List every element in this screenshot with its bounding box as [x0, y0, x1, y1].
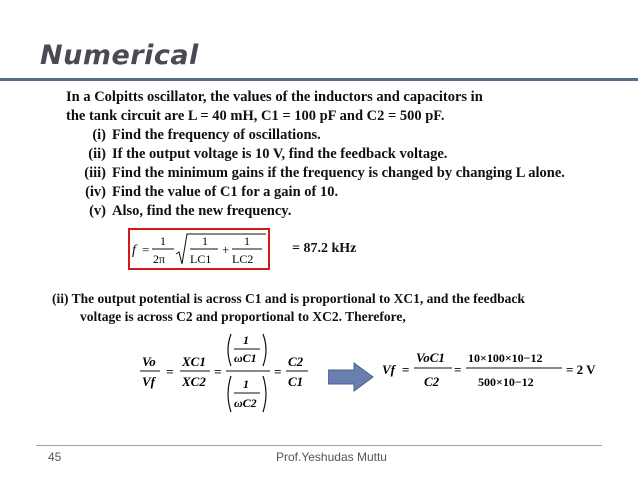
eq2-eq-b: = [454, 362, 462, 377]
eq2-c2: C2 [424, 374, 440, 389]
problem-statement [66, 88, 586, 221]
item-text: If the output voltage is 10 V, find the feedback voltage. [112, 146, 448, 162]
eq2-num-val: 10×100×10−12 [468, 351, 543, 365]
formula-eq: = [142, 242, 150, 257]
paren-right-bottom [263, 376, 266, 412]
eq1-vf: Vf [142, 374, 155, 389]
frequency-formula [130, 230, 268, 268]
eq2-den-val: 500×10−12 [478, 375, 534, 389]
eq1-wc1: ωC1 [234, 351, 257, 365]
formula-one-b: 1 [244, 234, 250, 248]
right-arrow-icon [328, 362, 374, 392]
eq1-vo: Vo [142, 354, 156, 369]
frequency-result: = 87.2 kHz [292, 241, 357, 256]
problem-item [66, 145, 586, 164]
problem-item [66, 126, 586, 145]
eq1-one-bottom: 1 [243, 377, 249, 391]
eq1-eq-b: = [214, 364, 222, 379]
problem-intro-line1: In a Colpitts oscillator, the values of the inductors and capacitors in [66, 89, 483, 105]
item-text: Find the value of C1 for a gain of 10. [112, 184, 339, 200]
page-number: 45 [48, 450, 62, 464]
problem-intro-line2: the tank circuit are L = 40 mH, C1 = 100 pF and C2 = 500 pF. [66, 108, 445, 124]
problem-item [66, 202, 586, 221]
paren-right-top [263, 334, 266, 366]
formula-f: f [132, 243, 136, 258]
eq2-vf: Vf [382, 362, 395, 377]
item-text: Find the minimum gains if the frequency is changed by changing L alone. [112, 165, 565, 181]
formula-plus: + [222, 242, 230, 257]
frequency-formula-box [128, 228, 270, 270]
item-number: (v) [89, 203, 106, 219]
formula-one: 1 [160, 234, 166, 248]
problem-item [66, 164, 586, 183]
eq1-eq-a: = [166, 364, 174, 379]
eq2-eq-a: = [402, 362, 410, 377]
problem-item [66, 183, 586, 202]
formula-lc2: LC2 [232, 252, 254, 266]
eq1-wc2: ωC2 [234, 396, 257, 410]
eq1-xc2: XC2 [182, 374, 206, 389]
feedback-voltage-equation [380, 340, 610, 400]
formula-lc1: LC1 [190, 252, 212, 266]
footer-divider [36, 445, 602, 446]
title-divider [0, 78, 638, 81]
part2-text [52, 290, 612, 326]
eq1-xc1: XC1 [182, 354, 206, 369]
item-number: (iii) [84, 165, 106, 181]
eq1-c2: C2 [288, 354, 304, 369]
eq2-vo-c1: VoC1 [416, 350, 445, 365]
eq1-c1: C1 [288, 374, 304, 389]
ratio-equation [138, 330, 318, 420]
formula-two-pi: 2π [153, 252, 166, 266]
formula-one-a: 1 [202, 234, 208, 248]
part2-line2: voltage is across C2 and proportional to XC2. Therefore, [80, 309, 406, 324]
paren-left-top [228, 334, 231, 366]
paren-left-bottom [228, 376, 231, 412]
item-number: (iv) [85, 184, 106, 200]
item-text: Also, find the new frequency. [112, 203, 292, 219]
eq1-eq-c: = [274, 364, 282, 379]
eq1-one-top: 1 [243, 333, 249, 347]
author-credit: Prof.Yeshudas Muttu [276, 450, 387, 464]
item-text: Find the frequency of oscillations. [112, 127, 321, 143]
part2-line1: (ii) The output potential is across C1 and is proportional to XC1, and the feedback [52, 291, 525, 306]
item-number: (i) [92, 127, 106, 143]
top-bar [0, 0, 638, 10]
slide-title: Numerical [40, 40, 199, 71]
eq2-result: = 2 V [566, 362, 596, 377]
item-number: (ii) [88, 146, 106, 162]
